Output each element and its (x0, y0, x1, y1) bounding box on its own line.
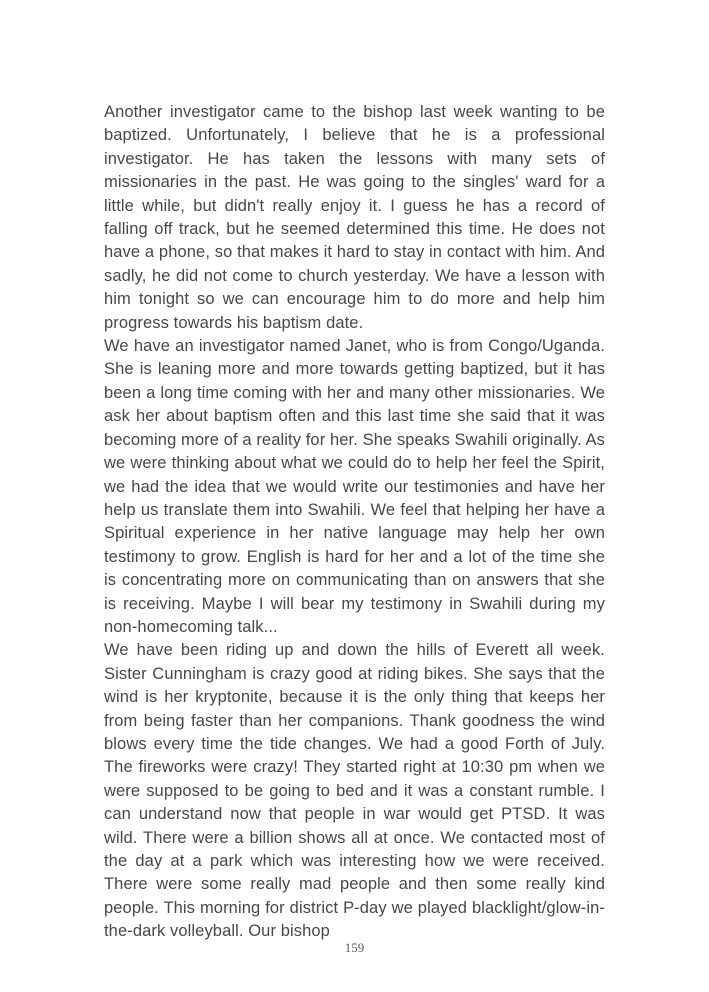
paragraph-3: We have been riding up and down the hills of Everett all week. Sister Cunningham is crazy good at riding bikes. She says that the wind is her kryptonite, because it is the only thing that keeps her from being faster than her companions. Thank goodness the wind blows every time the tide changes. We had a good Forth of July. The fireworks were crazy! They started right at 10:30 pm when we were supposed to be going to bed and it was a constant rumble. I can understand now that people in war would get PTSD. It was wild. There were a billion shows all at once. We contacted most of the day at a park which was interesting how we were received. There were some really mad people and then some really kind people. This morning for district P-day we played blacklight/glow-in-the-dark volleyball. Our bishop (104, 641, 605, 941)
page-number: 159 (344, 940, 365, 955)
paragraph-2: We have an investigator named Janet, who is from Congo/Uganda. She is leaning more and more towards getting baptized, but it has been a long time coming with her and many other missionaries. We ask her about baptism often and this last time she said that it was becoming more of a reality for her. She speaks Swahili originally. As we were thinking about what we could do to help her feel the Spirit, we had the idea that we would write our testimonies and have her help us translate them into Swahili. We feel that helping her have a Spiritual experience in her native language may help her own testimony to grow. English is hard for her and a lot of the time she is concentrating more on communicating than on answers that she is receiving. Maybe I will bear my testimony in Swahili during my non-homecoming talk... (104, 337, 605, 636)
page-body-text (104, 101, 605, 944)
paragraph-1: Another investigator came to the bishop last week wanting to be baptized. Unfortunately, I believe that he is a professional investigator. He has taken the lessons with many sets of missionaries in the past. He was going to the singles' ward for a little while, but didn't really enjoy it. I guess he has a record of falling off track, but he seemed determined this time. He does not have a phone, so that makes it hard to stay in contact with him. And sadly, he did not come to church yesterday. We have a lesson with him tonight so we can encourage him to do more and help him progress towards his baptism date. (104, 103, 605, 332)
